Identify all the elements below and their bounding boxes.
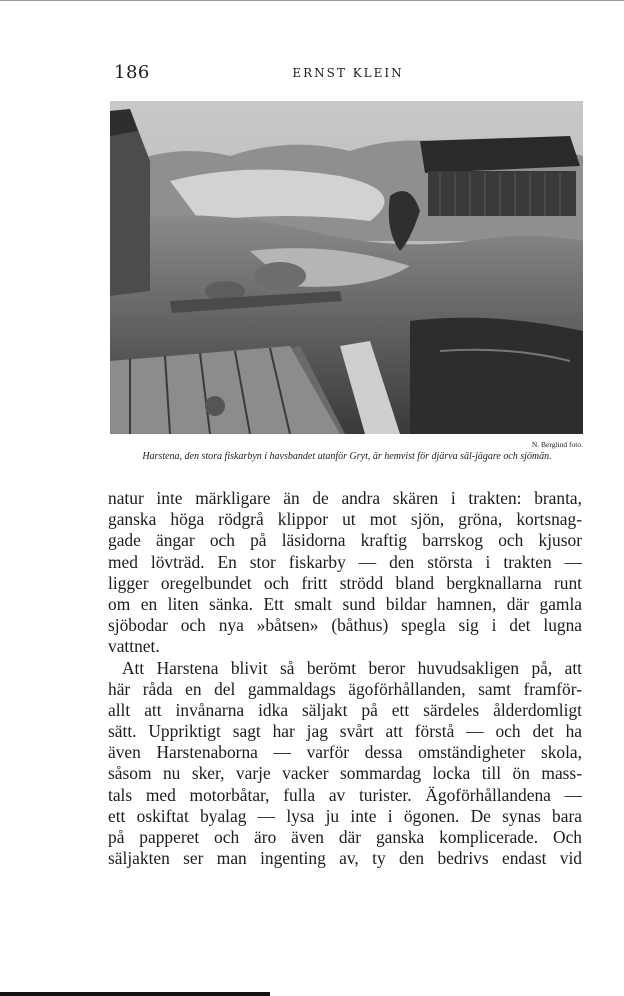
- text-line: ett oskiftat byalag — lysa ju inte i ögonen. De synas bara: [108, 805, 582, 826]
- text-line: ligger oregelbundet och fritt strödd bland bergknallarna runt: [108, 572, 582, 593]
- text-line: Att Harstena blivit så berömt beror huvudsakligen på, att: [122, 657, 582, 678]
- text-line: ganska höga rödgrå klippor ut mot sjön, gröna, kortsnag-: [108, 509, 582, 530]
- text-line: om en liten sänka. Ett smalt sund bildar hamnen, där gamla: [108, 593, 582, 614]
- text-line: såsom nu sker, varje vacker sommardag locka till ön mass-: [108, 763, 582, 784]
- text-line: gade ängar och på läsidorna kraftig barrskog och kjusor: [108, 530, 582, 551]
- photograph: [110, 101, 583, 434]
- text-line: med lövträd. En stor fiskarby — den största i trakten —: [108, 551, 582, 572]
- text-line: sjöbodar och nya »båtsen» (båthus) spegla sig i det lugna: [108, 615, 582, 636]
- text-line: natur inte märkligare än de andra skären i trakten: branta,: [108, 488, 582, 508]
- photo-credit: N. Berglind foto.: [531, 440, 583, 449]
- figure-caption: Harstena, den stora fiskarbyn i havsbandet utanför Gryt, är hemvist för djärva säl-jägare och sjömän.: [142, 451, 552, 462]
- text-line: sätt. Uppriktigt sagt har jag svårt att förstå — och det ha: [108, 721, 582, 742]
- text-line: tals med motorbåtar, fulla av turister. Ägoförhållandena —: [108, 784, 582, 805]
- top-rule: [0, 0, 624, 1]
- text-line: vattnet.: [108, 636, 160, 657]
- text-line: här råda en del gammaldags ägoförhållanden, samt framför-: [108, 678, 582, 699]
- running-head: ERNST KLEIN: [292, 66, 404, 80]
- text-line: på papperet och äro även där ganska komplicerade. Och: [108, 827, 582, 847]
- photograph-of-fishing-village-icon: [110, 101, 583, 434]
- text-line: allt att invånarna idka säljakt på ett särdeles ålderdomligt: [108, 699, 582, 720]
- bottom-rule: [0, 992, 270, 996]
- text-line: säljakten ser man ingenting av, ty den bedrivs endast vid: [108, 848, 582, 869]
- page-number: 186: [114, 62, 150, 83]
- body-text: [108, 488, 582, 869]
- text-line: även Harstenaborna — varför dessa omständigheter skola,: [108, 742, 582, 763]
